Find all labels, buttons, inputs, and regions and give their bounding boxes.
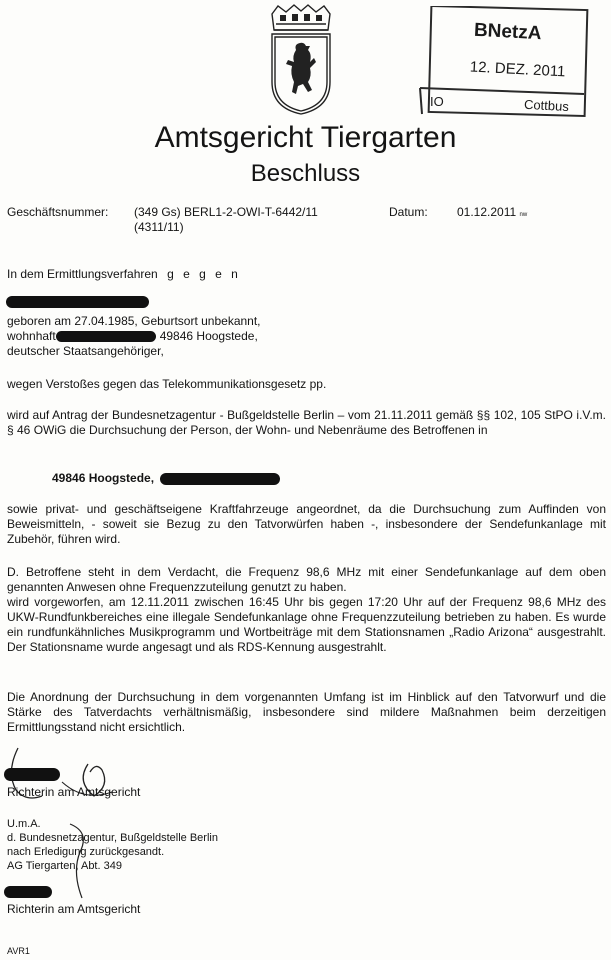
redaction-street — [56, 331, 156, 342]
court-name: Amtsgericht Tiergarten — [154, 121, 457, 154]
stamp-agency: BNetzA — [473, 19, 543, 45]
date-suffix: nw — [519, 212, 528, 218]
return-line-1: d. Bundesnetzagentur, Bußgeldstelle Berlin — [7, 832, 218, 844]
residence-suffix: 49846 Hoogstede, — [159, 329, 258, 343]
received-stamp — [418, 6, 590, 118]
charge-line: wegen Verstoßes gegen das Telekommunikationsgesetz pp. — [7, 377, 327, 391]
date-label: Datum: — [389, 205, 428, 219]
redaction-address — [160, 473, 280, 485]
date-value: 01.12.2011 — [457, 205, 517, 219]
return-line-2: nach Erledigung zurückgesandt. — [7, 846, 165, 858]
document-type: Beschluss — [250, 160, 361, 187]
person-residence — [7, 329, 258, 344]
residence-prefix: wohnhaft — [7, 329, 56, 343]
allegation-paragraph: wird vorgeworfen, am 12.11.2011 zwischen 16:45 Uhr bis gegen 17:20 Uhr auf der Frequenz 98,6 MHz des UKW-Rundfunkbereiches eine illegale Sendefunkanlage ohne Frequenzzuteilung betrieben zu haben. Es wurde ein rundfunkähnliches Musikprogramm und Wortbeiträge mit dem Stationsnamen „Radio Arizona“ ausgestrahlt. Der Stationsname wurde angesagt und als RDS-Kennung ausgestrahlt. — [7, 595, 606, 654]
judge-title-2: Richterin am Amtsgericht — [7, 902, 141, 916]
address-text: 49846 Hoogstede, — [52, 471, 155, 485]
intro-text: In dem Ermittlungsverfahren — [7, 267, 158, 281]
judge-title: Richterin am Amtsgericht — [7, 785, 141, 799]
intro-line — [7, 267, 241, 282]
stamp-location: Cottbus — [523, 96, 570, 115]
case-number-label: Geschäftsnummer: — [7, 205, 109, 219]
proportionality-paragraph: Die Anordnung der Durchsuchung in dem vorgenannten Umfang ist im Hinblick auf den Tatvorwurf und die Stärke des Tatverdachts verhältnismäßig, insbesondere sind mildere Maßnahmen beim derzeitigen Ermittlungsstand nicht ersichtlich. — [7, 690, 606, 734]
person-nationality: deutscher Staatsangehöriger, — [7, 344, 164, 358]
berlin-coat-of-arms-icon — [268, 4, 334, 116]
signature-scribble-2 — [50, 822, 100, 902]
document-date — [457, 205, 527, 223]
stamp-code: IO — [430, 94, 444, 109]
case-number-secondary: (4311/11) — [134, 220, 184, 234]
form-code: AVR1 — [7, 946, 30, 956]
order-continuation: sowie privat- und geschäftseigene Kraftfahrzeuge angeordnet, da die Durchsuchung zum Auffinden von Beweismitteln, - soweit sie Bezug zu den Tatvorwürfen haben -, insbesondere der Sendefunkanlage mit Zubehör, führen wird. — [7, 502, 606, 546]
redaction-signature — [4, 768, 60, 781]
redaction-signature-2 — [4, 886, 52, 898]
redaction-name — [6, 296, 149, 308]
intro-against: g e g e n — [167, 267, 241, 281]
order-paragraph: wird auf Antrag der Bundesnetzagentur - Bußgeldstelle Berlin – vom 21.11.2011 gemäß §§ 102, 105 StPO i.V.m. § 46 OWiG die Durchsuchung der Person, der Wohn- und Nebenräume des Betroffenen in — [7, 408, 606, 437]
uma-label: U.m.A. — [7, 818, 41, 830]
search-address — [52, 471, 280, 486]
case-number: (349 Gs) BERL1-2-OWI-T-6442/11 — [134, 205, 318, 219]
suspicion-paragraph: D. Betroffene steht in dem Verdacht, die Frequenz 98,6 MHz mit einer Sendefunkanlage auf dem oben genannten Anwesen ohne Frequenzzuteilung genutzt zu haben. — [7, 565, 606, 594]
stamp-date: 12. DEZ. 2011 — [469, 58, 566, 81]
return-line-3: AG Tiergarten, Abt. 349 — [7, 860, 122, 872]
person-birth: geboren am 27.04.1985, Geburtsort unbekannt, — [7, 314, 261, 328]
